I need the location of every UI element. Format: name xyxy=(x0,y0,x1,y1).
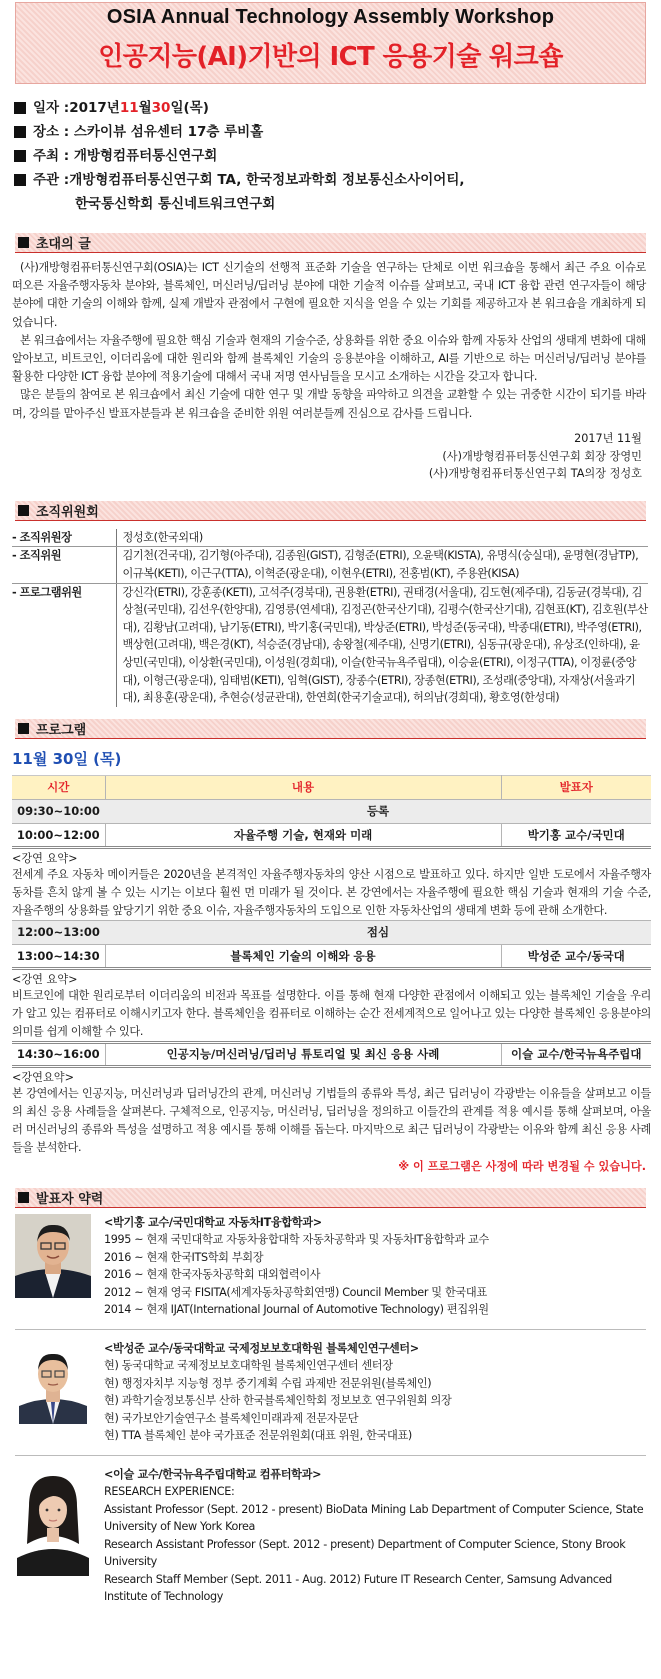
speaker-photo-icon xyxy=(15,1214,91,1298)
session-content: 점심 xyxy=(105,920,651,944)
bio-line: 현) 국가보안기술연구소 블록체인미래과제 전문자문단 xyxy=(104,1411,359,1425)
session-speaker: 이슬 교수/한국뉴욕주립대 xyxy=(501,1042,651,1066)
session-content: 자율주행 기술, 현재와 미래 xyxy=(105,823,501,847)
bullet-square-icon xyxy=(14,126,26,138)
session-row xyxy=(12,799,651,823)
sign-ta-chair: (사)개방형컴퓨터통신연구회 TA의장 정성호 xyxy=(428,466,642,480)
speaker-bio xyxy=(94,1340,451,1445)
info-date xyxy=(12,96,661,120)
program-note: ※ 이 프로그램은 사정에 따라 변경될 수 있습니다. xyxy=(398,1159,646,1173)
speaker-photo-icon xyxy=(15,1340,91,1424)
abstract-text: 본 강연에서는 인공지능, 머신러닝과 딥러닝간의 관계, 머신러닝 기법들의 종류와 특성, 최근 딥러닝이 각광받는 이유들을 살펴보고 이들의 최신 응용 사례들을 살펴본다. 구체적으로, 인공지능, 머신러닝, 딥러닝을 정의하고 이들간의 관계를 적용 예시를 통해 살펴보며, 아울러 머신러닝의 종류와 특성을 설명하고 적용 예시를 통해 이해를 돕는다. 마지막으로 최근 딥러닝이 각광받는 이유와 함께 최신 응용 사례들을 분석한다. xyxy=(12,1086,651,1154)
abstract-text: 전세계 주요 자동차 메이커들은 2020년을 본격적인 자율주행자동차의 양산 시점으로 발표하고 있다. 하지만 일반 도로에서 자율주행자동차를 흔치 않게 볼 수 있는 시기는 이보다 훨씬 먼 미래가 될 것이다. 본 강연에서는 자율주행에 필요한 핵심 기술과 현재의 기술 수준, 자율주행의 상용화를 앞당기기 위한 중요 이슈, 자율주행자동차의 도입으로 인한 자동차산업의 생태계 변화 등에 관해 소개한다. xyxy=(12,867,651,917)
invitation-paragraph: 본 워크숍에서는 자율주행에 필요한 핵심 기술과 현재의 기술수준, 상용화를 위한 중요 이슈와 함께 자동차 산업의 생태계 변화에 대해 알아보고, 비트코인, 이더리움에 대한 원리와 함께 블록체인 기술의 응용분야을 이해하고, AI를 기반으로 하는 머신러닝/딥러닝 분야를 활용한 다양한 ICT 융합 분야에 적용기술에 대해서 국내 저명 연사님들을 모시고 소개하는 시간을 갖고자 합니다. xyxy=(12,333,646,384)
bullet-square-icon xyxy=(18,1192,29,1203)
section-title: 프로그램 xyxy=(36,722,87,738)
invitation-body xyxy=(12,259,646,423)
section-invitation-heading xyxy=(15,233,646,253)
committee-key: - 프로그램위원 xyxy=(12,583,116,707)
col-speaker: 발표자 xyxy=(501,775,651,799)
speaker-name: <박기홍 교수/국민대학교 자동차IT융합학과> xyxy=(104,1215,322,1229)
info-host xyxy=(12,144,661,168)
bullet-square-icon xyxy=(18,505,29,516)
committee-row xyxy=(12,583,648,707)
info-organizer-label: 주관 : xyxy=(33,172,70,188)
session-time: 10:00~12:00 xyxy=(12,823,105,847)
info-date-day-unit: 일(목) xyxy=(170,100,209,116)
session-row xyxy=(12,823,651,847)
info-organizer xyxy=(12,168,661,192)
bio-line: 2016 ~ 현재 한국ITS학회 부회장 xyxy=(104,1250,264,1264)
speaker-bio xyxy=(94,1466,646,1606)
bio-line: Research Staff Member (Sept. 2011 - Aug. 2012) Future IT Research Center, Samsung Advanced Institute of Technology xyxy=(104,1572,612,1604)
abstract-title: <강연 요약> xyxy=(12,851,78,865)
bullet-square-icon xyxy=(14,174,26,186)
bio-line: 현) 동국대학교 국제정보보호대학원 블록체인연구센터 센터장 xyxy=(104,1359,393,1373)
info-place xyxy=(12,120,661,144)
abstract-row xyxy=(12,968,651,1042)
bio-line: Research Assistant Professor (Sept. 2012 - present) Department of Computer Science, Stony Brook University xyxy=(104,1537,626,1569)
speaker-photo xyxy=(15,1466,94,1606)
abstract-title: <강연요약> xyxy=(12,1070,74,1084)
bio-line: 현) TTA 블록체인 분야 국가표준 전문위원회(대표 위원, 한국대표) xyxy=(104,1429,412,1443)
invitation-signature xyxy=(0,429,642,483)
speaker-card xyxy=(15,1456,646,1612)
abstract-row xyxy=(12,847,651,920)
speaker-photo xyxy=(15,1214,94,1319)
session-speaker: 박성준 교수/동국대 xyxy=(501,944,651,968)
info-date-label: 일자 : xyxy=(33,100,70,116)
bio-line: 현) 과학기술정보통신부 산하 한국블록체인학회 정보보호 연구위원회 의장 xyxy=(104,1394,452,1408)
info-date-day: 30 xyxy=(151,100,171,116)
session-time: 14:30~16:00 xyxy=(12,1042,105,1066)
session-content: 인공지능/머신러닝/딥러닝 튜토리얼 및 최신 응용 사례 xyxy=(105,1042,501,1066)
speaker-photo-icon xyxy=(15,1466,91,1576)
speaker-name: <박성준 교수/동국대학교 국제정보보호대학원 블록체인연구센터> xyxy=(104,1341,419,1355)
header-title-en: OSIA Annual Technology Assembly Workshop xyxy=(106,6,555,28)
session-content: 블록체인 기술의 이해와 응용 xyxy=(105,944,501,968)
bullet-square-icon xyxy=(18,723,29,734)
bullet-square-icon xyxy=(14,150,26,162)
committee-key: - 조직위원 xyxy=(12,547,116,583)
event-info xyxy=(12,96,661,216)
bullet-square-icon xyxy=(18,237,29,248)
speaker-card xyxy=(15,1208,646,1330)
invitation-paragraph: (사)개방형컴퓨터통신연구회(OSIA)는 ICT 신기술의 선행적 표준화 기술을 연구하는 단체로 이번 워크숍을 통해서 최근 주요 이슈로 떠오른 자율주행자동차 분야와, 블록체인, 머신러닝/딥러닝 분야에 대한 기술적 이슈를 살펴보고, 국내 ICT 융합 관련 연구자들이 해당 분야에 대한 기술의 이해와 함께, 실제 개발자 관점에서 구현에 필요한 지식을 얻을 수 있는 기회를 제공하고자 본 워크숍을 개최하게 되었습니다. xyxy=(12,261,646,329)
section-title: 조직위원회 xyxy=(36,504,99,520)
abstract-title: <강연 요약> xyxy=(12,972,78,986)
speaker-photo xyxy=(15,1340,94,1445)
session-row xyxy=(12,944,651,968)
bio-line: 2014 ~ 현재 IJAT(International Journal of Automotive Technology) 편집위원 xyxy=(104,1303,489,1317)
bio-line: 현) 행정자치부 지능형 정부 중기계획 수립 과제반 전문위원(블록체인) xyxy=(104,1376,432,1390)
sign-president: (사)개방형컴퓨터통신연구회 회장 장영민 xyxy=(442,449,642,463)
program-header-row xyxy=(12,775,651,799)
session-time: 13:00~14:30 xyxy=(12,944,105,968)
session-time: 12:00~13:00 xyxy=(12,920,105,944)
bio-line: 2016 ~ 현재 한국자동차공학회 대외협력이사 xyxy=(104,1268,321,1282)
section-title: 초대의 글 xyxy=(36,237,91,252)
invitation-paragraph: 많은 분들의 참여로 본 워크숍에서 최신 기술에 대한 연구 및 개발 동향을 파악하고 의견을 교환할 수 있는 귀중한 시간이 되기를 바라며, 강의를 맡아주신 발표자분들과 본 워크숍을 준비한 위원 여러분들께 진심으로 감사를 드립니다. xyxy=(12,388,646,420)
program-date: 11월 30일 (목) xyxy=(12,749,122,768)
section-title: 발표자 약력 xyxy=(36,1191,104,1207)
section-speakers-heading xyxy=(15,1188,646,1208)
program-table xyxy=(12,775,651,1157)
bio-line: 2012 ~ 현재 영국 FISITA(세계자동차공학회연맹) Council Member 및 한국대표 xyxy=(104,1285,487,1299)
info-host-text: 주최 : 개방형컴퓨터통신연구회 xyxy=(33,148,218,164)
bio-line: Assistant Professor (Sept. 2012 - present) BioData Mining Lab Department of Computer Science, State University of New York Korea xyxy=(104,1502,644,1534)
committee-value: 강신각(ETRI), 강훈종(KETI), 고석주(경북대), 권용환(ETRI), 권태경(서울대), 김도현(제주대), 김동균(경북대), 김상철(국민대), 김선우(한양대), 김영릉(연세대), 김정곤(한국산기대), 김평수(한국산기대), 김현표(KT), 김호원(부산대), 김황남(고려대), 남기동(ETRI), 박기홍(국민대), 박상준(ETRI), 박성준(동국대), 박종대(ETRI), 박주영(ETRI), 백상헌(고려대), 백은경(KT), 석승준(경남대), 송왕철(제주대), 신명기(ETRI), 심동규(광운대), 유상조(인하대), 윤상민(국민대), 이상환(국민대), 이성원(경희대), 이슬(한국뉴욕주립대), 이승윤(ETRI), 이정구(TTA), 이정륜(중앙대), 이형근(광운대), 임태범(KETI), 임혁(GIST), 장종수(ETRI), 장종현(ETRI), 조성래(중앙대), 자재상(서울과기대), 최용훈(광운대), 추현승(성균관대), 한연희(한국기술교대), 허의남(경희대), 황호영(한성대) xyxy=(122,585,648,705)
session-time: 09:30~10:00 xyxy=(12,799,105,823)
committee-key: - 조직위원장 xyxy=(12,529,116,547)
committee-table xyxy=(12,529,648,707)
speaker-name: <이슬 교수/한국뉴욕주립대학교 컴퓨터학과> xyxy=(104,1467,322,1481)
abstract-row xyxy=(12,1066,651,1157)
speaker-bio xyxy=(94,1214,489,1319)
committee-row xyxy=(12,547,648,583)
abstract-text: 비트코인에 대한 원리로부터 이더리움의 비전과 목표를 설명한다. 이를 통해 현재 다양한 관점에서 이해되고 있는 블록체인 기술을 우리가 알고 있는 컴퓨터로 이해시키고자 한다. 블록체인을 컴퓨터로 이해하는 순간 전세계적으로 일어나고 있는 다양한 블록체인 응용분야의 의미를 쉽게 이해할 수 있다. xyxy=(12,988,651,1038)
session-speaker: 박기홍 교수/국민대 xyxy=(501,823,651,847)
col-time: 시간 xyxy=(12,775,105,799)
bullet-square-icon xyxy=(14,102,26,114)
info-date-month: 11 xyxy=(119,100,139,116)
info-organizer-cont xyxy=(12,192,661,216)
col-content: 내용 xyxy=(105,775,501,799)
bio-line: 1995 ~ 현재 국민대학교 자동차융합대학 자동차공학과 및 자동차IT융합학과 교수 xyxy=(104,1233,489,1247)
info-organizer-line1: 개방형컴퓨터통신연구회 TA, 한국정보과학회 정보통신소사이어티, xyxy=(69,172,465,188)
info-organizer-line2: 한국통신학회 통신네트워크연구회 xyxy=(75,196,276,212)
session-row xyxy=(12,920,651,944)
section-committee-heading xyxy=(15,501,646,521)
sign-date: 2017년 11월 xyxy=(574,431,642,445)
committee-row xyxy=(12,529,648,547)
info-date-month-unit: 월 xyxy=(138,100,152,116)
committee-value: 정성호(한국외대) xyxy=(116,529,648,547)
speaker-card xyxy=(15,1330,646,1456)
session-content: 등록 xyxy=(105,799,651,823)
session-row xyxy=(12,1042,651,1066)
header-banner xyxy=(15,2,646,84)
bio-line: RESEARCH EXPERIENCE: xyxy=(104,1485,235,1499)
info-place-text: 장소 : 스카이뷰 섬유센터 17층 루비홀 xyxy=(33,124,264,140)
header-title-ko: 인공지능(AI)기반의 ICT 응용기술 워크숍 xyxy=(98,42,563,72)
section-program-heading xyxy=(15,719,646,739)
committee-value: 김기천(건국대), 김기형(아주대), 김종원(GIST), 김형준(ETRI), 오윤택(KISTA), 유명식(숭실대), 윤명현(경남TP), 이규복(KETI), 이근구(TTA), 이혁준(광운대), 이현우(ETRI), 전홍범(KT), 주용완(KISA) xyxy=(116,547,648,583)
info-date-year: 2017년 xyxy=(69,100,120,116)
